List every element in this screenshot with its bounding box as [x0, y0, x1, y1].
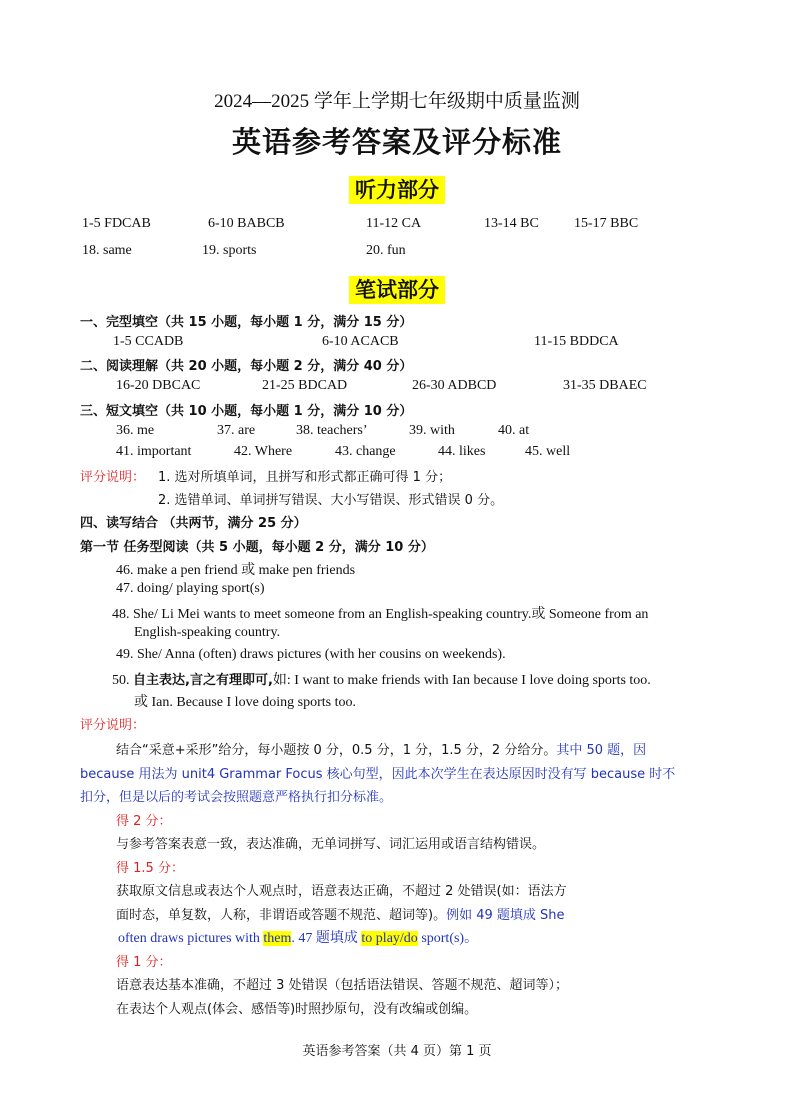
- fill-answer: 40. at: [498, 423, 530, 438]
- highlight-to-play: to play/do: [361, 931, 418, 946]
- document-title: 英语参考答案及评分标准: [231, 125, 562, 159]
- answer-50-number: 50.: [112, 673, 130, 688]
- scoring-note: 2. 选错单词、单词拼写错误、大小写错误、形式错误 0 分。: [158, 493, 504, 508]
- written-heading: 笔试部分: [349, 276, 445, 304]
- answer-48: 48. She/ Li Mei wants to meet someone from an English-speaking country.或 Someone from an: [112, 607, 649, 622]
- page-footer: 英语参考答案（共 4 页）第 1 页: [302, 1044, 492, 1059]
- grade-15-label: 得 1.5 分：: [116, 861, 184, 876]
- grade-1-label: 得 1 分：: [116, 955, 172, 970]
- answer-50: [112, 669, 651, 689]
- grade-15-line3: [118, 927, 478, 947]
- grade-1-line2: 在表达个人观点(体会、感悟等)时照抄原句，没有改编或创编。: [116, 1002, 478, 1017]
- scoring-p3: 扣分，但是以后的考试会按照题意严格执行扣分标准。: [80, 790, 393, 805]
- grade-2-text: 与参考答案表意一致，表达准确，无单词拼写、词汇运用或语言结构错误。: [116, 837, 546, 852]
- cloze-answer: 6-10 ACACB: [322, 334, 399, 349]
- fill-answer: 43. change: [335, 444, 396, 459]
- grade-15-line2-blue: 例如 49 题填成 She: [446, 908, 565, 923]
- fill-answer: 38. teachers’: [296, 423, 368, 438]
- section-2-title: 二、阅读理解（共 20 小题，每小题 2 分，满分 40 分）: [80, 359, 413, 374]
- scoring-label: 评分说明：: [80, 718, 146, 733]
- reading-answer: 21-25 BDCAD: [262, 378, 348, 393]
- scoring-note: 1. 选对所填单词，且拼写和形式都正确可得 1 分；: [158, 470, 452, 485]
- answer-48-continued: English-speaking country.: [134, 625, 281, 640]
- answer-47: 47. doing/ playing sport(s): [116, 581, 265, 596]
- section-4-title: 四、读写结合 （共两节，满分 25 分）: [80, 516, 307, 531]
- reading-answer: 26-30 ADBCD: [412, 378, 497, 393]
- scoring-p1-blue: 其中 50 题，因: [556, 743, 647, 758]
- scoring-p1-black: 结合“采意+采形”给分，每小题按 0 分，0.5 分，1 分，1.5 分，2 分给分。: [116, 743, 557, 758]
- listening-answer: 1-5 FDCAB: [82, 216, 151, 231]
- fill-answer: 41. important: [116, 444, 192, 459]
- scoring-note-label: 评分说明：: [80, 470, 146, 485]
- section-3-title: 三、短文填空（共 10 小题，每小题 1 分，满分 10 分）: [80, 404, 413, 419]
- fill-answer: 37. are: [217, 423, 256, 438]
- answer-46: 46. make a pen friend 或 make pen friends: [116, 563, 356, 578]
- listening-heading: 听力部分: [349, 176, 445, 204]
- listening-answer: 13-14 BC: [484, 216, 539, 231]
- fill-answer: 36. me: [116, 423, 155, 438]
- scoring-p2: because 用法为 unit4 Grammar Focus 核心句型，因此本次学生在表达原因时没有写 because 时不: [80, 767, 676, 782]
- grade-15-l3-a: often draws pictures with: [118, 931, 264, 946]
- answer-50-alt: 或 Ian. Because I love doing sports too.: [134, 695, 357, 710]
- listening-heading-wrap: [0, 174, 794, 204]
- answer-50-bold: 自主表达,言之有理即可,: [133, 673, 273, 688]
- listening-answer: 20. fun: [366, 243, 406, 258]
- grade-1-line1: 语意表达基本准确，不超过 3 处错误（包括语法错误、答题不规范、超词等）；: [116, 978, 569, 993]
- reading-answer: 31-35 DBAEC: [563, 378, 647, 393]
- grade-15-line2-black: 面时态，单复数，人称，非谓语或答题不规范、超词等)。: [116, 908, 447, 923]
- listening-answer: 6-10 BABCB: [208, 216, 285, 231]
- highlight-them: them: [263, 931, 292, 946]
- fill-answer: 45. well: [525, 444, 571, 459]
- answer-49: 49. She/ Anna (often) draws pictures (with her cousins on weekends).: [116, 647, 506, 662]
- fill-answer: 44. likes: [438, 444, 486, 459]
- grade-2-label: 得 2 分：: [116, 814, 172, 829]
- grade-15-line2: [116, 904, 565, 923]
- exam-title: 2024—2025 学年上学期七年级期中质量监测: [214, 91, 580, 112]
- cloze-answer: 11-15 BDDCA: [534, 334, 619, 349]
- task-reading-title: 第一节 任务型阅读（共 5 小题，每小题 2 分，满分 10 分）: [80, 540, 434, 555]
- fill-answer: 42. Where: [234, 444, 293, 459]
- listening-answer: 18. same: [82, 243, 132, 258]
- listening-answer: 11-12 CA: [366, 216, 422, 231]
- cloze-answer: 1-5 CCADB: [113, 334, 184, 349]
- grade-15-line1: 获取原文信息或表达个人观点时，语意表达正确，不超过 2 处错误(如：语法方: [116, 884, 567, 899]
- listening-answer: 19. sports: [202, 243, 257, 258]
- written-heading-wrap: [0, 274, 794, 304]
- listening-answer: 15-17 BBC: [574, 216, 639, 231]
- fill-answer: 39. with: [409, 423, 455, 438]
- section-1-title: 一、完型填空（共 15 小题，每小题 1 分，满分 15 分）: [80, 315, 413, 330]
- grade-15-l3-b: . 47 题填成: [291, 931, 362, 946]
- scoring-paragraph: [116, 739, 646, 758]
- grade-15-l3-c: sport(s)。: [417, 931, 479, 946]
- reading-answer: 16-20 DBCAC: [116, 378, 201, 393]
- answer-50-text: 如: I want to make friends with Ian because I love doing sports too.: [272, 673, 651, 688]
